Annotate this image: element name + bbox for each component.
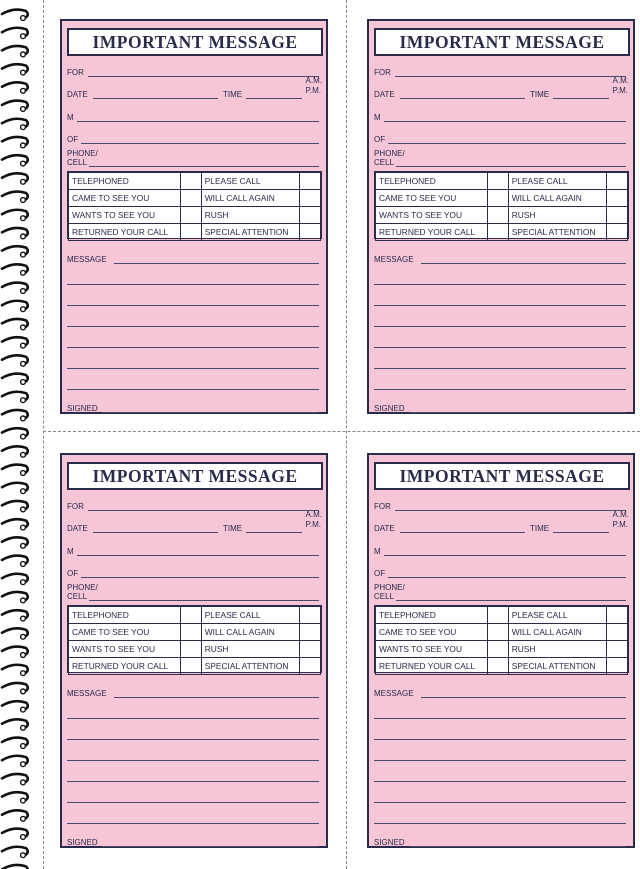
for-line[interactable]	[395, 76, 626, 77]
cell-label: CELL	[67, 158, 88, 167]
checklist-label-right: PLEASE CALL	[508, 607, 606, 624]
checklist-row	[69, 173, 321, 190]
checkbox[interactable]	[300, 658, 321, 675]
am-label: A.M.	[612, 510, 629, 519]
coil-icon	[2, 810, 28, 821]
coil-icon	[2, 264, 28, 275]
coil-icon	[2, 829, 28, 840]
checklist-label-left: TELEPHONED	[376, 173, 488, 190]
checklist-label-left: WANTS TO SEE YOU	[376, 641, 488, 658]
m-label: M	[374, 547, 381, 556]
checkbox[interactable]	[300, 173, 321, 190]
checkbox[interactable]	[300, 190, 321, 207]
checkbox[interactable]	[180, 224, 201, 241]
coil-icon	[2, 738, 28, 749]
checkbox[interactable]	[607, 224, 628, 241]
of-label: OF	[67, 569, 79, 578]
message-line[interactable]	[67, 326, 319, 327]
checklist-label-left: RETURNED YOUR CALL	[376, 224, 488, 241]
coil-icon	[2, 28, 28, 39]
coil-icon	[2, 465, 28, 476]
coil-icon	[2, 173, 28, 184]
m-label: M	[67, 547, 74, 556]
message-line[interactable]	[67, 802, 319, 803]
checkbox[interactable]	[607, 173, 628, 190]
checkbox[interactable]	[607, 641, 628, 658]
date-line[interactable]	[400, 98, 525, 99]
form-title: IMPORTANT MESSAGE	[374, 28, 630, 56]
m-label: M	[374, 113, 381, 122]
checkbox[interactable]	[180, 207, 201, 224]
checklist-label-left: WANTS TO SEE YOU	[376, 207, 488, 224]
phone-label: PHONE/	[374, 583, 405, 592]
message-label: MESSAGE	[374, 255, 414, 264]
message-line[interactable]	[421, 263, 626, 264]
checklist-label-right: SPECIAL ATTENTION	[201, 224, 299, 241]
checklist-label-left: RETURNED YOUR CALL	[376, 658, 488, 675]
phone-line[interactable]	[396, 600, 626, 601]
message-line[interactable]	[67, 284, 319, 285]
coil-icon	[2, 446, 28, 457]
am-pm	[306, 510, 322, 529]
coil-icon	[2, 774, 28, 785]
checklist-row	[376, 658, 628, 675]
message-line[interactable]	[374, 718, 626, 719]
checklist-label-left: TELEPHONED	[376, 607, 488, 624]
checklist-row	[69, 624, 321, 641]
checkbox[interactable]	[607, 607, 628, 624]
date-label: DATE	[67, 524, 88, 533]
pm-label: P.M.	[612, 519, 628, 529]
of-line[interactable]	[81, 577, 319, 578]
date-line[interactable]	[93, 532, 218, 533]
coil-icon	[2, 428, 28, 439]
coil-icon	[2, 628, 28, 639]
checklist-label-left: CAME TO SEE YOU	[376, 190, 488, 207]
message-line[interactable]	[374, 284, 626, 285]
coil-icon	[2, 392, 28, 403]
coil-icon	[2, 665, 28, 676]
coil-icon	[2, 10, 28, 21]
time-label: TIME	[530, 524, 550, 533]
phone-line[interactable]	[396, 166, 626, 167]
coil-icon	[2, 137, 28, 148]
date-label: DATE	[374, 524, 395, 533]
coil-icon	[2, 192, 28, 203]
checklist-label-right: SPECIAL ATTENTION	[508, 224, 606, 241]
message-line[interactable]	[67, 389, 319, 390]
message-line[interactable]	[67, 368, 319, 369]
signed-label: SIGNED	[374, 404, 405, 413]
coil-icon	[2, 210, 28, 221]
checkbox[interactable]	[607, 207, 628, 224]
cell-label: CELL	[67, 592, 88, 601]
checklist-row	[376, 207, 628, 224]
checklist-row	[69, 658, 321, 675]
checkbox[interactable]	[607, 624, 628, 641]
phone-label: PHONE/	[374, 149, 405, 158]
form-title: IMPORTANT MESSAGE	[374, 462, 630, 490]
time-label: TIME	[530, 90, 550, 99]
checkbox[interactable]	[487, 207, 508, 224]
checkbox[interactable]	[300, 224, 321, 241]
coil-icon	[2, 64, 28, 75]
time-line[interactable]	[553, 98, 609, 99]
am-label: A.M.	[305, 76, 322, 85]
pm-label: P.M.	[305, 519, 321, 529]
coil-icon	[2, 155, 28, 166]
coil-icon	[2, 610, 28, 621]
checkbox[interactable]	[180, 624, 201, 641]
message-line[interactable]	[374, 347, 626, 348]
message-line[interactable]	[374, 326, 626, 327]
of-line[interactable]	[81, 143, 319, 144]
checklist-row	[376, 190, 628, 207]
coil-icon	[2, 556, 28, 567]
checklist-label-right: PLEASE CALL	[201, 607, 299, 624]
checklist-row	[376, 607, 628, 624]
message-label: MESSAGE	[67, 689, 107, 698]
checkbox[interactable]	[300, 607, 321, 624]
message-line[interactable]	[114, 263, 319, 264]
checklist-row	[69, 207, 321, 224]
coil-icon	[2, 501, 28, 512]
form-title: IMPORTANT MESSAGE	[67, 462, 323, 490]
message-line[interactable]	[67, 760, 319, 761]
coil-icon	[2, 519, 28, 530]
checklist-label-left: WANTS TO SEE YOU	[69, 641, 181, 658]
checklist	[67, 605, 322, 673]
checklist	[374, 171, 629, 239]
checklist-label-right: SPECIAL ATTENTION	[508, 658, 606, 675]
coil-icon	[2, 592, 28, 603]
checklist-label-right: PLEASE CALL	[201, 173, 299, 190]
for-label: FOR	[374, 502, 391, 511]
message-line[interactable]	[67, 305, 319, 306]
time-line[interactable]	[246, 98, 302, 99]
coil-icon	[2, 701, 28, 712]
for-label: FOR	[67, 502, 84, 511]
of-label: OF	[374, 135, 386, 144]
checklist	[67, 171, 322, 239]
checklist-row	[376, 173, 628, 190]
phone-line[interactable]	[89, 166, 319, 167]
am-pm	[613, 510, 629, 529]
coil-icon	[2, 301, 28, 312]
message-line[interactable]	[374, 802, 626, 803]
checkbox[interactable]	[607, 658, 628, 675]
message-line[interactable]	[374, 760, 626, 761]
of-line[interactable]	[388, 577, 626, 578]
checkbox[interactable]	[300, 641, 321, 658]
coil-icon	[2, 355, 28, 366]
checkbox[interactable]	[300, 624, 321, 641]
checkbox[interactable]	[607, 190, 628, 207]
checklist-label-right: RUSH	[508, 641, 606, 658]
checklist-label-right: WILL CALL AGAIN	[508, 190, 606, 207]
message-line[interactable]	[374, 781, 626, 782]
coil-icon	[2, 792, 28, 803]
checklist-label-right: SPECIAL ATTENTION	[201, 658, 299, 675]
checklist-label-right: WILL CALL AGAIN	[201, 190, 299, 207]
checklist-row	[69, 190, 321, 207]
checklist-row	[69, 641, 321, 658]
coil-icon	[2, 865, 28, 869]
for-line[interactable]	[395, 510, 626, 511]
checklist-label-right: WILL CALL AGAIN	[201, 624, 299, 641]
message-line[interactable]	[67, 718, 319, 719]
am-label: A.M.	[612, 76, 629, 85]
pm-label: P.M.	[612, 85, 628, 95]
coil-icon	[2, 228, 28, 239]
am-pm	[306, 76, 322, 95]
checklist	[374, 605, 629, 673]
coil-icon	[2, 483, 28, 494]
m-label: M	[67, 113, 74, 122]
checklist-row	[376, 224, 628, 241]
m-line[interactable]	[77, 555, 319, 556]
time-label: TIME	[223, 90, 243, 99]
checkbox[interactable]	[180, 607, 201, 624]
signed-label: SIGNED	[374, 838, 405, 847]
phone-label: PHONE/	[67, 583, 98, 592]
message-line[interactable]	[374, 389, 626, 390]
checkbox[interactable]	[487, 190, 508, 207]
coil-icon	[2, 82, 28, 93]
checklist-label-left: TELEPHONED	[69, 607, 181, 624]
for-label: FOR	[374, 68, 391, 77]
checkbox[interactable]	[487, 224, 508, 241]
message-form	[367, 453, 635, 848]
time-line[interactable]	[246, 532, 302, 533]
spiral-binding	[0, 0, 40, 869]
coil-icon	[2, 537, 28, 548]
message-form	[367, 19, 635, 414]
coil-icon	[2, 283, 28, 294]
coil-icon	[2, 847, 28, 858]
perforation-left	[43, 0, 44, 869]
message-line[interactable]	[114, 697, 319, 698]
signed-label: SIGNED	[67, 404, 98, 413]
message-form	[60, 19, 328, 414]
date-label: DATE	[374, 90, 395, 99]
m-line[interactable]	[77, 121, 319, 122]
message-line[interactable]	[67, 739, 319, 740]
cell-label: CELL	[374, 592, 395, 601]
checklist-label-right: RUSH	[508, 207, 606, 224]
message-line[interactable]	[374, 305, 626, 306]
checkbox[interactable]	[180, 173, 201, 190]
am-pm	[613, 76, 629, 95]
message-line[interactable]	[374, 739, 626, 740]
time-label: TIME	[223, 524, 243, 533]
coil-icon	[2, 374, 28, 385]
checklist-label-left: CAME TO SEE YOU	[69, 624, 181, 641]
signed-line[interactable]	[409, 846, 626, 847]
for-line[interactable]	[88, 510, 319, 511]
checklist-row	[69, 224, 321, 241]
checkbox[interactable]	[487, 607, 508, 624]
coil-icon	[2, 719, 28, 730]
message-label: MESSAGE	[374, 689, 414, 698]
message-line[interactable]	[374, 368, 626, 369]
coil-icon	[2, 410, 28, 421]
message-form	[60, 453, 328, 848]
checkbox[interactable]	[180, 190, 201, 207]
of-label: OF	[67, 135, 79, 144]
pm-label: P.M.	[305, 85, 321, 95]
date-label: DATE	[67, 90, 88, 99]
coil-icon	[2, 647, 28, 658]
coil-icon	[2, 683, 28, 694]
checkbox[interactable]	[487, 173, 508, 190]
am-label: A.M.	[305, 510, 322, 519]
checklist-label-right: WILL CALL AGAIN	[508, 624, 606, 641]
checklist-row	[376, 624, 628, 641]
coil-icon	[2, 574, 28, 585]
signed-line[interactable]	[102, 846, 319, 847]
coil-icon	[2, 119, 28, 130]
phone-label: PHONE/	[67, 149, 98, 158]
message-line[interactable]	[67, 347, 319, 348]
phone-line[interactable]	[89, 600, 319, 601]
checkbox[interactable]	[487, 624, 508, 641]
checklist-row	[376, 641, 628, 658]
checklist-label-left: CAME TO SEE YOU	[69, 190, 181, 207]
checkbox[interactable]	[487, 658, 508, 675]
message-label: MESSAGE	[67, 255, 107, 264]
checklist-label-left: WANTS TO SEE YOU	[69, 207, 181, 224]
message-line[interactable]	[421, 697, 626, 698]
checklist-label-left: RETURNED YOUR CALL	[69, 224, 181, 241]
checklist-label-right: RUSH	[201, 207, 299, 224]
checklist-label-right: PLEASE CALL	[508, 173, 606, 190]
form-title: IMPORTANT MESSAGE	[67, 28, 323, 56]
signed-line[interactable]	[409, 412, 626, 413]
perforation-middle	[43, 431, 640, 432]
time-line[interactable]	[553, 532, 609, 533]
perforation-center	[346, 0, 347, 869]
checklist-label-left: RETURNED YOUR CALL	[69, 658, 181, 675]
coil-icon	[2, 337, 28, 348]
message-line[interactable]	[374, 823, 626, 824]
date-line[interactable]	[400, 532, 525, 533]
m-line[interactable]	[384, 121, 626, 122]
signed-label: SIGNED	[67, 838, 98, 847]
of-line[interactable]	[388, 143, 626, 144]
checkbox[interactable]	[300, 207, 321, 224]
checklist-label-left: CAME TO SEE YOU	[376, 624, 488, 641]
message-line[interactable]	[67, 781, 319, 782]
coil-icon	[2, 101, 28, 112]
for-line[interactable]	[88, 76, 319, 77]
checkbox[interactable]	[180, 641, 201, 658]
checklist-label-right: RUSH	[201, 641, 299, 658]
message-line[interactable]	[67, 823, 319, 824]
date-line[interactable]	[93, 98, 218, 99]
signed-line[interactable]	[102, 412, 319, 413]
coil-icon	[2, 756, 28, 767]
coil-icon	[2, 46, 28, 57]
of-label: OF	[374, 569, 386, 578]
coil-icon	[2, 319, 28, 330]
checkbox[interactable]	[180, 658, 201, 675]
checklist-row	[69, 607, 321, 624]
m-line[interactable]	[384, 555, 626, 556]
coil-icon	[2, 246, 28, 257]
checklist-label-left: TELEPHONED	[69, 173, 181, 190]
for-label: FOR	[67, 68, 84, 77]
cell-label: CELL	[374, 158, 395, 167]
checkbox[interactable]	[487, 641, 508, 658]
